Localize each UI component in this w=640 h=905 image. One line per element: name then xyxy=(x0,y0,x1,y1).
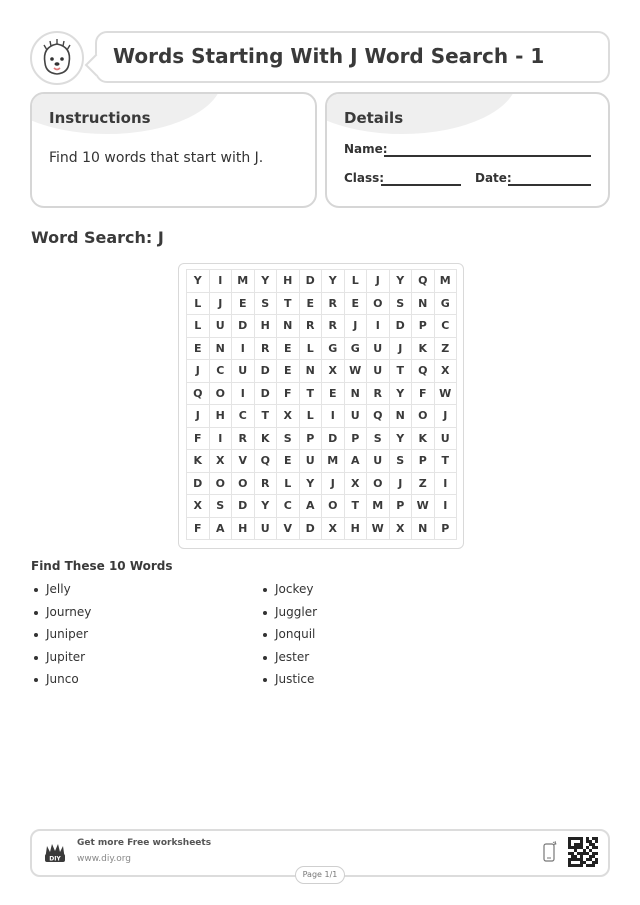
grid-cell[interactable]: N xyxy=(210,338,233,361)
grid-cell[interactable]: E xyxy=(277,360,300,383)
date-field[interactable] xyxy=(508,184,591,186)
grid-cell[interactable]: N xyxy=(412,293,435,316)
grid-cell[interactable]: E xyxy=(345,293,368,316)
word-list-item: Justice xyxy=(260,672,317,695)
word-list-item: Juniper xyxy=(31,627,91,650)
grid-cell[interactable]: P xyxy=(412,450,435,473)
grid-cell[interactable]: U xyxy=(435,428,458,451)
grid-cell[interactable]: E xyxy=(232,293,255,316)
grid-cell[interactable]: K xyxy=(412,428,435,451)
grid-cell[interactable]: E xyxy=(187,338,210,361)
grid-cell[interactable]: R xyxy=(255,338,278,361)
grid-cell[interactable]: O xyxy=(367,293,390,316)
grid-cell[interactable]: U xyxy=(255,518,278,541)
word-list-right xyxy=(260,582,317,695)
grid-cell[interactable]: N xyxy=(277,315,300,338)
word-list-item: Jelly xyxy=(31,582,91,605)
grid-cell[interactable]: M xyxy=(367,495,390,518)
footer-url-link[interactable]: www.diy.org xyxy=(77,854,131,864)
grid-cell[interactable]: I xyxy=(210,270,233,293)
grid-cell[interactable]: Y xyxy=(187,270,210,293)
word-list-item: Journey xyxy=(31,605,91,628)
grid-cell[interactable]: E xyxy=(322,383,345,406)
grid-cell[interactable]: T xyxy=(390,360,413,383)
grid-cell[interactable]: P xyxy=(435,518,458,541)
grid-cell[interactable]: I xyxy=(435,495,458,518)
title-banner xyxy=(95,31,610,83)
grid-cell[interactable]: K xyxy=(187,450,210,473)
grid-cell[interactable]: Q xyxy=(412,270,435,293)
grid-cell[interactable]: F xyxy=(187,428,210,451)
grid-cell[interactable]: O xyxy=(322,495,345,518)
grid-cell[interactable]: X xyxy=(210,450,233,473)
grid-cell[interactable]: L xyxy=(300,405,323,428)
word-list-item: Junco xyxy=(31,672,91,695)
name-field[interactable] xyxy=(384,155,591,157)
grid-cell[interactable]: I xyxy=(232,338,255,361)
grid-cell[interactable]: Y xyxy=(322,270,345,293)
grid-cell[interactable]: S xyxy=(210,495,233,518)
word-list-left xyxy=(31,582,91,695)
grid-cell[interactable]: D xyxy=(232,495,255,518)
grid-cell[interactable]: D xyxy=(300,518,323,541)
grid-cell[interactable]: M xyxy=(232,270,255,293)
grid-cell[interactable]: W xyxy=(345,360,368,383)
grid-cell[interactable]: I xyxy=(232,383,255,406)
class-field[interactable] xyxy=(381,184,461,186)
grid-cell[interactable]: N xyxy=(345,383,368,406)
grid-cell[interactable]: J xyxy=(390,473,413,496)
grid-cell[interactable]: T xyxy=(255,405,278,428)
grid-cell[interactable]: U xyxy=(210,315,233,338)
word-list-item: Jupiter xyxy=(31,650,91,673)
grid-cell[interactable]: O xyxy=(367,473,390,496)
grid-cell[interactable]: R xyxy=(367,383,390,406)
grid-cell[interactable]: J xyxy=(322,473,345,496)
grid-cell[interactable]: M xyxy=(435,270,458,293)
grid-cell[interactable]: M xyxy=(322,450,345,473)
grid-cell[interactable]: X xyxy=(277,405,300,428)
grid-cell[interactable]: X xyxy=(322,518,345,541)
grid-cell[interactable]: J xyxy=(187,405,210,428)
grid-cell[interactable]: P xyxy=(300,428,323,451)
grid-cell[interactable]: U xyxy=(232,360,255,383)
grid-cell[interactable]: E xyxy=(277,338,300,361)
word-list-heading: Find These 10 Words xyxy=(31,559,173,573)
diy-logo-icon xyxy=(43,840,67,864)
grid-cell[interactable]: Y xyxy=(255,270,278,293)
grid-cell[interactable]: Q xyxy=(412,360,435,383)
grid-cell[interactable]: K xyxy=(255,428,278,451)
logo-text: DIY xyxy=(49,855,61,863)
grid-cell[interactable]: U xyxy=(367,360,390,383)
grid-cell[interactable]: O xyxy=(210,473,233,496)
grid-cell[interactable]: P xyxy=(412,315,435,338)
grid-cell[interactable]: S xyxy=(390,450,413,473)
grid-cell[interactable]: G xyxy=(322,338,345,361)
grid-cell[interactable]: K xyxy=(412,338,435,361)
grid-cell[interactable]: L xyxy=(300,338,323,361)
grid-cell[interactable]: F xyxy=(187,518,210,541)
grid-cell[interactable]: J xyxy=(210,293,233,316)
grid-cell[interactable]: D xyxy=(300,270,323,293)
grid-cell[interactable]: S xyxy=(277,428,300,451)
grid-cell[interactable]: U xyxy=(345,405,368,428)
grid-cell[interactable]: S xyxy=(255,293,278,316)
grid-cell[interactable]: L xyxy=(345,270,368,293)
grid-cell[interactable]: X xyxy=(322,360,345,383)
grid-cell[interactable]: D xyxy=(322,428,345,451)
grid-cell[interactable]: H xyxy=(210,405,233,428)
footer-promo-text: Get more Free worksheets xyxy=(77,838,212,848)
grid-cell[interactable]: Q xyxy=(367,405,390,428)
word-list-item: Jester xyxy=(260,650,317,673)
grid-cell[interactable]: J xyxy=(345,315,368,338)
grid-cell[interactable]: C xyxy=(435,315,458,338)
grid-cell[interactable]: Z xyxy=(435,338,458,361)
grid-cell[interactable]: I xyxy=(210,428,233,451)
grid-cell[interactable]: I xyxy=(367,315,390,338)
mascot-face-icon xyxy=(32,33,82,83)
grid-cell[interactable]: S xyxy=(367,428,390,451)
grid-cell[interactable]: R xyxy=(300,315,323,338)
grid-cell[interactable]: U xyxy=(367,338,390,361)
grid-cell[interactable]: D xyxy=(255,360,278,383)
details-card xyxy=(325,92,610,208)
grid-cell[interactable]: A xyxy=(210,518,233,541)
grid-cell[interactable]: I xyxy=(435,473,458,496)
grid-cell[interactable]: D xyxy=(187,473,210,496)
grid-cell[interactable]: A xyxy=(345,450,368,473)
grid-cell[interactable]: J xyxy=(367,270,390,293)
grid-cell[interactable]: J xyxy=(187,360,210,383)
grid-cell[interactable]: R xyxy=(255,473,278,496)
grid-cell[interactable]: H xyxy=(255,315,278,338)
grid-cell[interactable]: U xyxy=(300,450,323,473)
word-list-item: Jockey xyxy=(260,582,317,605)
qr-module xyxy=(595,864,598,867)
grid-cell[interactable]: R xyxy=(322,315,345,338)
qr-code-icon[interactable] xyxy=(568,837,598,867)
grid-cell[interactable]: Y xyxy=(255,495,278,518)
grid-cell[interactable]: X xyxy=(390,518,413,541)
grid-cell[interactable]: D xyxy=(390,315,413,338)
grid-cell[interactable]: D xyxy=(232,315,255,338)
word-list-item: Jonquil xyxy=(260,627,317,650)
grid-cell[interactable]: S xyxy=(390,293,413,316)
grid-cell[interactable]: X xyxy=(187,495,210,518)
grid-cell[interactable]: O xyxy=(232,473,255,496)
grid-cell[interactable]: C xyxy=(210,360,233,383)
grid-cell[interactable]: P xyxy=(345,428,368,451)
grid-cell[interactable]: W xyxy=(435,383,458,406)
grid-cell[interactable]: Q xyxy=(187,383,210,406)
instructions-heading: Instructions xyxy=(49,109,151,127)
class-label: Class: xyxy=(344,171,385,185)
word-search-box xyxy=(178,263,464,549)
grid-cell[interactable]: U xyxy=(367,450,390,473)
page-title: Words Starting With J Word Search - 1 xyxy=(113,44,545,68)
grid-cell[interactable]: E xyxy=(300,293,323,316)
grid-cell[interactable]: L xyxy=(277,473,300,496)
word-list-item: Juggler xyxy=(260,605,317,628)
grid-cell[interactable]: H xyxy=(232,518,255,541)
grid-cell[interactable]: F xyxy=(277,383,300,406)
grid-cell[interactable]: E xyxy=(277,450,300,473)
instructions-card xyxy=(30,92,317,208)
grid-cell[interactable]: L xyxy=(187,293,210,316)
mascot-avatar xyxy=(30,31,84,85)
grid-cell[interactable]: Y xyxy=(390,270,413,293)
grid-cell[interactable]: A xyxy=(300,495,323,518)
grid-cell[interactable]: D xyxy=(255,383,278,406)
grid-cell[interactable]: R xyxy=(322,293,345,316)
grid-cell[interactable]: N xyxy=(390,405,413,428)
grid-cell[interactable]: W xyxy=(412,495,435,518)
grid-cell[interactable]: T xyxy=(435,450,458,473)
grid-cell[interactable]: C xyxy=(277,495,300,518)
grid-cell[interactable]: G xyxy=(345,338,368,361)
grid-cell[interactable]: C xyxy=(232,405,255,428)
grid-cell[interactable]: J xyxy=(390,338,413,361)
grid-cell[interactable]: N xyxy=(412,518,435,541)
grid-cell[interactable]: R xyxy=(232,428,255,451)
grid-cell[interactable]: Z xyxy=(412,473,435,496)
details-heading: Details xyxy=(344,109,404,127)
grid-cell[interactable]: O xyxy=(412,405,435,428)
grid-cell[interactable]: X xyxy=(345,473,368,496)
grid-cell[interactable]: H xyxy=(277,270,300,293)
grid-cell[interactable]: J xyxy=(435,405,458,428)
puzzle-heading: Word Search: J xyxy=(31,228,164,247)
grid-cell[interactable]: F xyxy=(412,383,435,406)
grid-cell[interactable]: T xyxy=(345,495,368,518)
date-label: Date: xyxy=(475,171,512,185)
grid-cell[interactable]: G xyxy=(435,293,458,316)
grid-cell[interactable]: Y xyxy=(300,473,323,496)
grid-cell[interactable]: V xyxy=(277,518,300,541)
grid-cell[interactable]: V xyxy=(232,450,255,473)
grid-cell[interactable]: Y xyxy=(390,428,413,451)
grid-cell[interactable]: Q xyxy=(255,450,278,473)
grid-cell[interactable]: X xyxy=(435,360,458,383)
grid-cell[interactable]: H xyxy=(345,518,368,541)
instructions-text: Find 10 words that start with J. xyxy=(49,150,264,166)
grid-cell[interactable]: Y xyxy=(390,383,413,406)
grid-cell[interactable]: O xyxy=(210,383,233,406)
grid-cell[interactable]: P xyxy=(390,495,413,518)
page-indicator: Page 1/1 xyxy=(295,866,345,884)
grid-cell[interactable]: L xyxy=(187,315,210,338)
grid-cell[interactable]: N xyxy=(300,360,323,383)
grid-cell[interactable]: T xyxy=(277,293,300,316)
letter-grid xyxy=(186,269,457,540)
phone-icon xyxy=(543,841,557,863)
name-label: Name: xyxy=(344,142,388,156)
grid-cell[interactable]: W xyxy=(367,518,390,541)
grid-cell[interactable]: T xyxy=(300,383,323,406)
grid-cell[interactable]: I xyxy=(322,405,345,428)
